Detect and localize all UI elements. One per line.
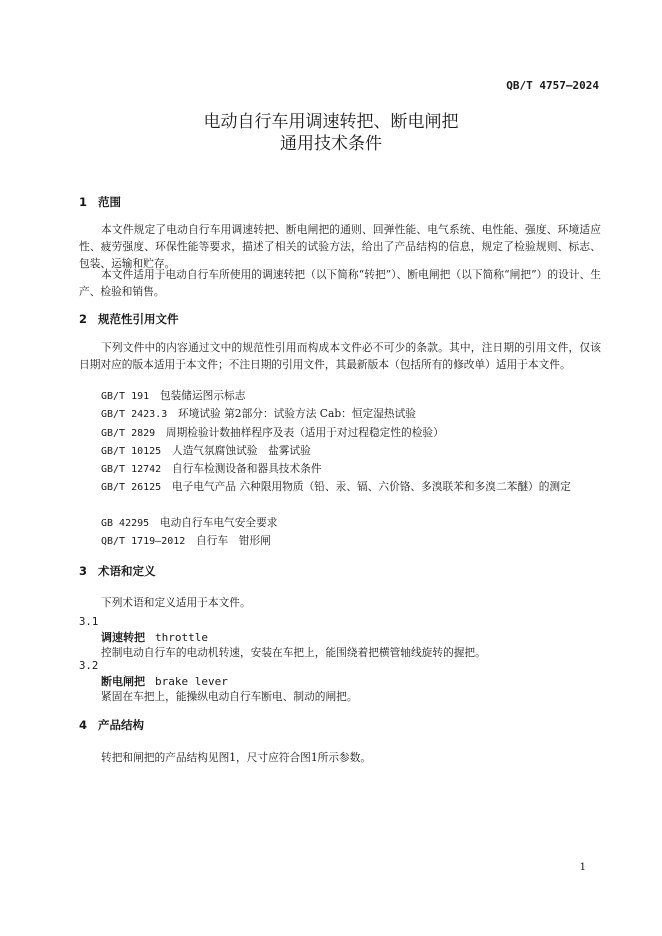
- term-chinese: 调速转把: [101, 631, 145, 644]
- reference-item: [101, 405, 416, 423]
- section-1-heading: [79, 194, 121, 210]
- section-title: 产品结构: [98, 718, 144, 732]
- reference-code: GB 42295: [101, 518, 150, 529]
- reference-title: 环境试验 第2部分：试验方法 Cab：恒定湿热试验: [177, 407, 416, 420]
- scope-paragraph-2: 本文件适用于电动自行车所使用的调速转把（以下简称“转把”）、断电闸把（以下简称“闸把”）的设计、生产、检验和销售。: [79, 268, 601, 298]
- section-2-heading: [79, 311, 179, 327]
- reference-item: [101, 460, 322, 478]
- reference-title: 包装储运图示标志: [159, 389, 246, 402]
- reference-title: 电动自行车电气安全要求: [159, 516, 278, 529]
- section-title: 范围: [98, 195, 121, 209]
- reference-title: 自行车 钳形闸: [196, 534, 271, 547]
- term-chinese: 断电闸把: [101, 675, 145, 688]
- reference-item: [79, 478, 601, 496]
- reference-code: GB/T 26125: [101, 482, 162, 493]
- product-structure-paragraph: 转把和闸把的产品结构见图1，尺寸应符合图1所示参数。: [101, 751, 372, 764]
- scope-paragraph-1: 本文件规定了电动自行车用调速转把、断电闸把的通则、回弹性能、电气系统、电性能、强度、环境适应性、疲劳强度、环保性能等要求，描述了相关的试验方法，给出了产品结构的信息，规定了检验规则、标志、包装、运输和贮存。: [79, 223, 601, 270]
- term-number: 3.1: [79, 615, 99, 628]
- terms-intro: 下列术语和定义适用于本文件。: [101, 596, 251, 609]
- page-number: 1: [579, 862, 586, 873]
- reference-code: QB/T 1719—2012: [101, 536, 186, 547]
- reference-code: GB/T 2423.3: [101, 409, 168, 420]
- reference-title: 人造气氛腐蚀试验 盐雾试验: [171, 444, 311, 457]
- section-title: 术语和定义: [98, 564, 156, 578]
- standard-code: QB/T 4757—2024: [506, 79, 599, 92]
- reference-item: [101, 514, 277, 532]
- document-title: [0, 111, 662, 155]
- reference-code: GB/T 2829: [101, 428, 156, 439]
- reference-item: [101, 387, 245, 405]
- reference-title: 周期检验计数抽样程序及表（适用于对过程稳定性的检验）: [165, 426, 444, 439]
- term-english: throttle: [155, 631, 208, 644]
- section-4-heading: [79, 717, 144, 733]
- term-name: [101, 673, 228, 689]
- reference-code: GB/T 191: [101, 391, 150, 402]
- section-number: 2: [79, 312, 88, 326]
- term-name: [101, 629, 208, 645]
- section-title: 规范性引用文件: [98, 312, 179, 326]
- term-english: brake lever: [155, 675, 228, 688]
- term-definition: 控制电动自行车的电动机转速，安装在车把上，能围绕着把横管轴线旋转的握把。: [101, 646, 486, 659]
- reference-item: [101, 532, 271, 550]
- section-number: 3: [79, 564, 88, 578]
- reference-item: [101, 442, 311, 460]
- title-line-1: 电动自行车用调速转把、断电闸把: [203, 112, 459, 132]
- title-line-2: 通用技术条件: [280, 134, 382, 154]
- reference-item: [101, 424, 444, 442]
- term-number: 3.2: [79, 659, 99, 672]
- reference-code: GB/T 12742: [101, 464, 162, 475]
- reference-code: GB/T 10125: [101, 446, 162, 457]
- reference-title: 电子电气产品 六种限用物质（铅、汞、镉、六价铬、多溴联苯和多溴二苯醚）的测定: [171, 480, 571, 493]
- references-intro: 下列文件中的内容通过文中的规范性引用而构成本文件必不可少的条款。其中，注日期的引用文件，仅该日期对应的版本适用于本文件；不注日期的引用文件，其最新版本（包括所有的修改单）适用于本文件。: [79, 341, 601, 371]
- section-3-heading: [79, 563, 156, 579]
- term-definition: 紧固在车把上，能操纵电动自行车断电、制动的闸把。: [101, 690, 358, 703]
- section-number: 4: [79, 718, 88, 732]
- section-number: 1: [79, 195, 88, 209]
- reference-title: 自行车检测设备和器具技术条件: [171, 462, 322, 475]
